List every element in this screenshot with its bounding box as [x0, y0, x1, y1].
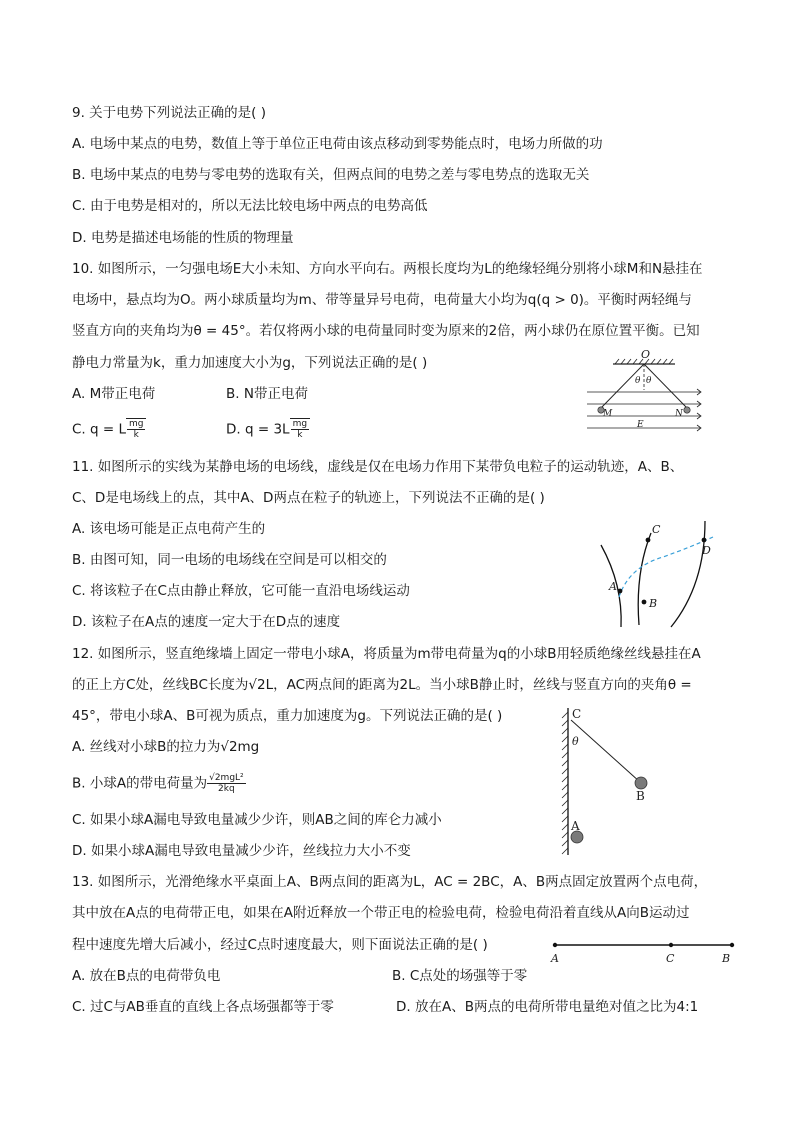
- q10-option-d: [226, 418, 310, 440]
- q10-figure: [585, 350, 705, 440]
- label-e: E: [637, 420, 644, 430]
- q13-stem-line-1: 13. 如图所示，光滑绝缘水平桌面上A、B两点间的距离为L，AC = 2BC，A、B两点固定放置两个点电荷，: [72, 874, 708, 890]
- q13-option-d: D. 放在A、B两点的电荷所带电量绝对值之比为4:1: [396, 999, 699, 1015]
- q10-option-d-prefix: D. q = 3L: [226, 421, 290, 438]
- sqrt-expression: [290, 418, 310, 440]
- fraction-denominator: 2kq: [218, 784, 235, 794]
- q12-option-d: D. 如果小球A漏电导致电量减少少许，丝线拉力大小不变: [72, 843, 411, 859]
- q9-option-a: A. 电场中某点的电势，数值上等于单位正电荷由该点移动到零势能点时，电场力所做的功: [72, 136, 603, 152]
- q10-option-c: [72, 418, 146, 440]
- q12-stem-line-2: 的正上方C处，丝线BC长度为√2L，AC两点间的距离为2L。当小球B静止时，丝线与竖直方向的夹角θ =: [72, 677, 692, 693]
- label-a: A: [551, 952, 559, 965]
- label-o: O: [641, 350, 651, 361]
- ball-b: [635, 777, 647, 789]
- q10-stem-line-2: 电场中，悬点均为O。两小球质量均为m、带等量异号电荷，电荷量大小均为q(q > 0)。平衡时两轻绳与: [72, 292, 692, 308]
- fraction-numerator: mg: [129, 419, 144, 429]
- q10-option-a: A. M带正电荷: [72, 386, 156, 402]
- q12-stem-line-1: 12. 如图所示，竖直绝缘墙上固定一带电小球A，将质量为m带电荷量为q的小球B用轻质绝缘丝线悬挂在A: [72, 646, 701, 662]
- q13-option-c: C. 过C与AB垂直的直线上各点场强都等于零: [72, 999, 334, 1015]
- q12-option-c: C. 如果小球A漏电导致电量减少少许，则AB之间的库仑力减小: [72, 812, 442, 828]
- q12-option-b-prefix: B. 小球A的带电荷量为: [72, 775, 208, 792]
- q10-stem-line-3: 竖直方向的夹角均为θ = 45°。若仅将两小球的电荷量同时变为原来的2倍，两小球仍在原位置平衡。已知: [72, 323, 700, 339]
- q11-option-d: D. 该粒子在A点的速度一定大于在D点的速度: [72, 614, 341, 630]
- q13-stem-line-2: 其中放在A点的电荷带正电，如果在A附近释放一个带正电的检验电荷，检验电荷沿着直线从A向B运动过: [72, 905, 690, 921]
- q12-figure: [555, 700, 665, 860]
- sqrt-expression: [126, 418, 146, 440]
- label-a: A: [571, 819, 580, 833]
- label-m: M: [603, 409, 613, 419]
- fraction-numerator: mg: [292, 419, 308, 429]
- q10-stem-line-1: 10. 如图所示，一匀强电场E大小未知、方向水平向右。两根长度均为L的绝缘轻绳分别将小球M和N悬挂在: [72, 261, 703, 277]
- q11-figure: [595, 515, 725, 630]
- label-c: C: [666, 952, 675, 965]
- q11-option-c: C. 将该粒子在C点由静止释放，它可能一直沿电场线运动: [72, 583, 410, 599]
- q9-option-d: D. 电势是描述电场能的性质的物理量: [72, 230, 294, 246]
- q12-option-a: A. 丝线对小球B的拉力为√2mg: [72, 739, 260, 755]
- q13-figure: [548, 936, 738, 968]
- fraction-numerator: √2mgL²: [209, 773, 244, 783]
- q12-stem-line-3: 45°，带电小球A、B可视为质点，重力加速度为g。下列说法正确的是( ): [72, 708, 503, 724]
- label-b: B: [649, 597, 658, 610]
- q11-option-b: B. 由图可知，同一电场的电场线在空间是可以相交的: [72, 552, 387, 568]
- label-c: C: [652, 523, 661, 536]
- fraction-denominator: k: [133, 430, 139, 440]
- label-a: A: [609, 580, 617, 593]
- point-b: [642, 600, 647, 605]
- q9-option-b: B. 电场中某点的电势与零电势的选取有关，但两点间的电势之差与零电势点的选取无关: [72, 167, 590, 183]
- q13-option-b: B. C点处的场强等于零: [392, 968, 528, 984]
- q10-stem-line-4: 静电力常量为k，重力加速度大小为g，下列说法正确的是( ): [72, 355, 428, 371]
- point-a: [618, 589, 623, 594]
- label-b: B: [722, 952, 731, 965]
- point-d: [702, 538, 707, 543]
- point-a: [553, 943, 557, 947]
- q13-stem-line-3: 程中速度先增大后减小，经过C点时速度最大，则下面说法正确的是( ): [72, 937, 488, 953]
- point-c: [646, 538, 651, 543]
- label-b: B: [636, 789, 645, 803]
- label-theta: θ: [572, 735, 579, 748]
- q10-option-c-prefix: C. q = L: [72, 421, 126, 438]
- point-b: [730, 943, 734, 947]
- q11-option-a: A. 该电场可能是正点电荷产生的: [72, 521, 266, 537]
- label-c: C: [572, 707, 582, 721]
- q11-stem-line-1: 11. 如图所示的实线为某静电场的电场线，虚线是仅在电场力作用下某带负电粒子的运动轨迹，A、B、: [72, 459, 684, 475]
- q10-option-b: B. N带正电荷: [226, 386, 308, 402]
- q9-stem: 9. 关于电势下列说法正确的是( ): [72, 105, 266, 121]
- q13-option-a: A. 放在B点的电荷带负电: [72, 968, 221, 984]
- label-n: N: [675, 409, 683, 419]
- q9-option-c: C. 由于电势是相对的，所以无法比较电场中两点的电势高低: [72, 198, 428, 214]
- point-c: [669, 943, 673, 947]
- label-theta-left: θ: [635, 376, 641, 386]
- label-d: D: [702, 544, 711, 557]
- q11-stem-line-2: C、D是电场线上的点，其中A、D两点在粒子的轨迹上，下列说法不正确的是( ): [72, 490, 545, 506]
- label-theta-right: θ: [646, 376, 652, 386]
- q12-option-b: [72, 773, 246, 794]
- ball-n: [684, 407, 690, 413]
- fraction-denominator: k: [297, 430, 303, 440]
